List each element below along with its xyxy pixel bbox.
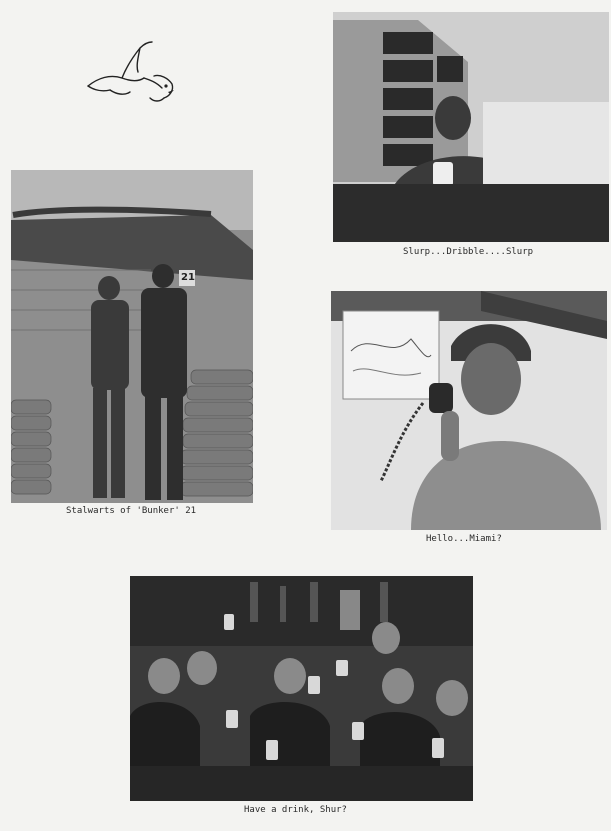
caption-bunker: Stalwarts of 'Bunker' 21 xyxy=(66,506,197,516)
caption-drink: Have a drink, Shur? xyxy=(244,805,347,815)
bird-cartoon-logo xyxy=(80,38,180,106)
caption-slurp: Slurp...Dribble....Slurp xyxy=(403,247,534,257)
group-toast-photo xyxy=(130,576,473,801)
soldiers-at-bunker-photo xyxy=(11,170,253,503)
caption-phone: Hello...Miami? xyxy=(426,534,502,544)
bunker-sign: 21 xyxy=(181,272,195,283)
soldier-on-phone-photo xyxy=(331,291,607,530)
soldier-eating-photo xyxy=(333,12,609,242)
